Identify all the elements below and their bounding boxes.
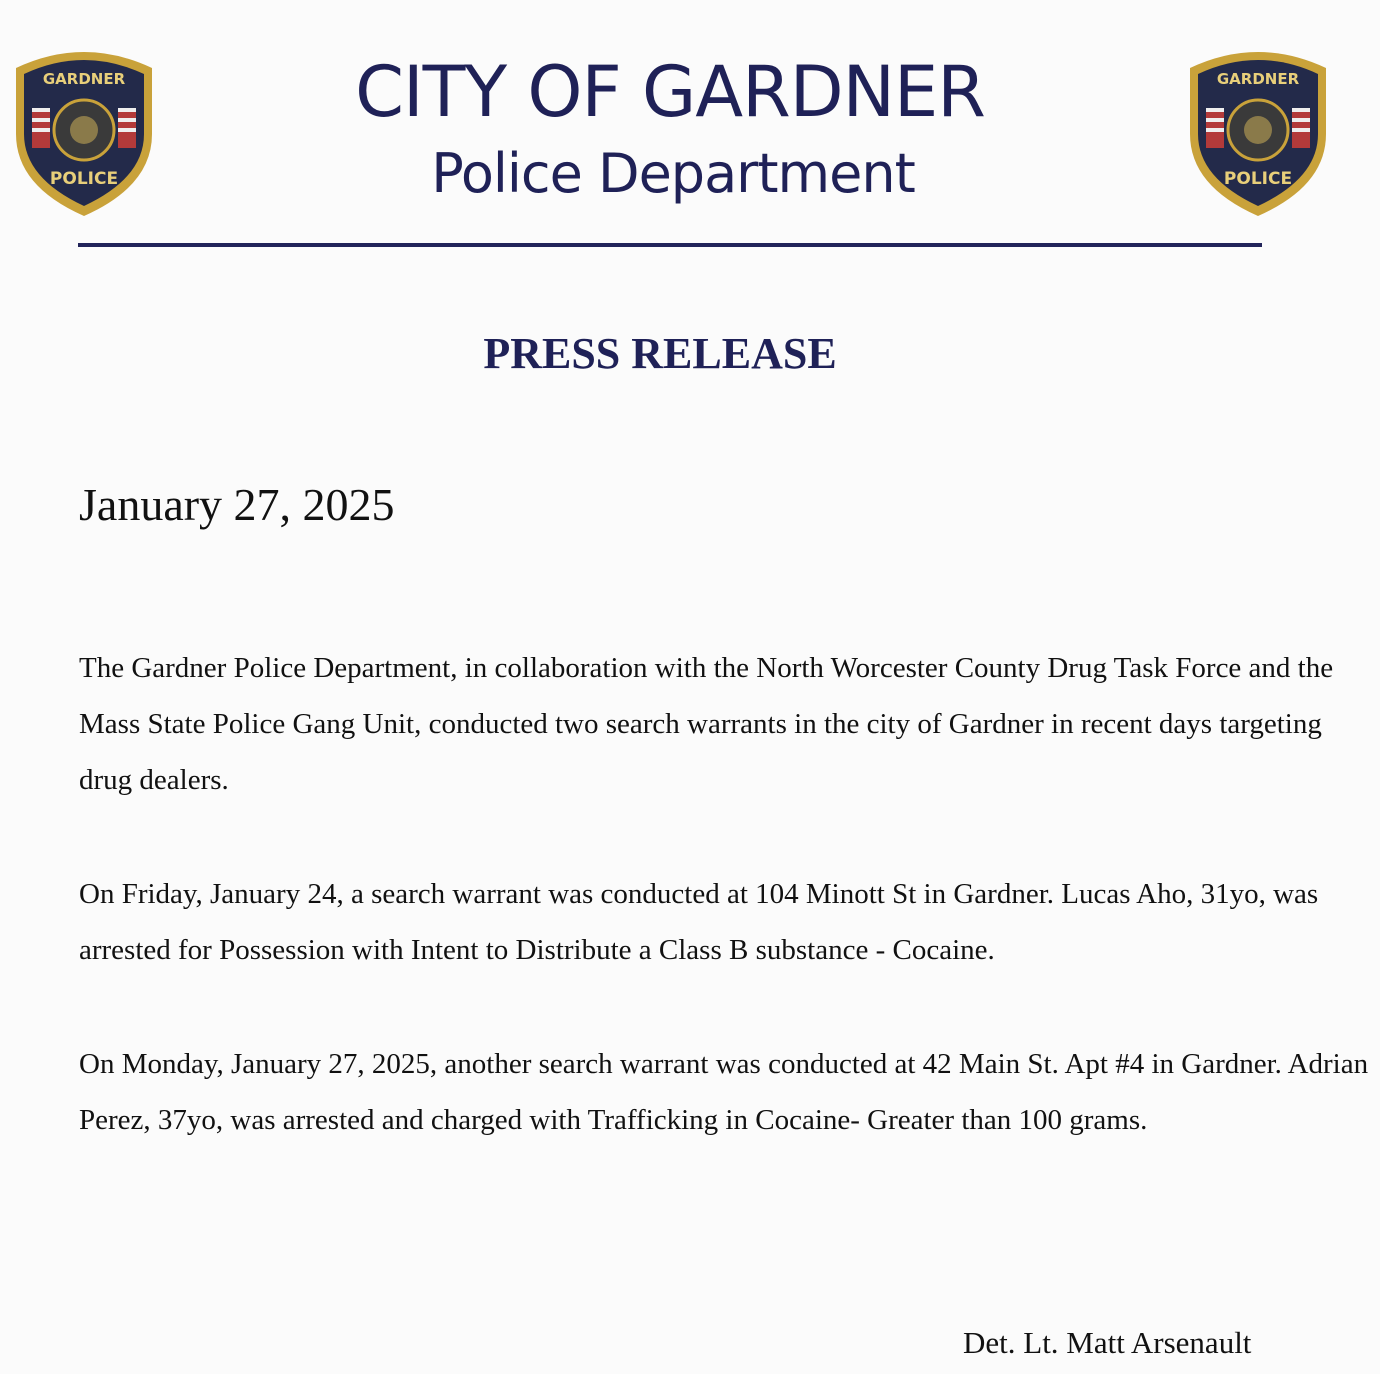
svg-text:GARDNER: GARDNER bbox=[42, 70, 126, 88]
header-divider bbox=[78, 243, 1262, 247]
press-release-heading: PRESS RELEASE bbox=[483, 329, 837, 378]
signature: Det. Lt. Matt Arsenault bbox=[963, 1325, 1252, 1360]
paragraph-second-warrant: On Monday, January 27, 2025, another search warrant was conducted at 42 Main St. Apt #4 in Gardner. Adrian Perez, 37yo, was arrested and charged with Trafficking in Cocaine- Greater than 100 grams. bbox=[79, 1048, 1369, 1136]
svg-text:POLICE: POLICE bbox=[1223, 169, 1293, 189]
svg-text:POLICE: POLICE bbox=[49, 169, 119, 189]
paragraph-first-warrant: On Friday, January 24, a search warrant was conducted at 104 Minott St in Gardner. Lucas Aho, 31yo, was arrested for Possession with Intent to Distribute a Class B substance - Cocaine. bbox=[79, 878, 1319, 966]
header-title: CITY OF GARDNER bbox=[355, 51, 985, 133]
svg-text:GARDNER: GARDNER bbox=[1216, 70, 1300, 88]
paragraph-intro: The Gardner Police Department, in collaboration with the North Worcester County Drug Task Force and the Mass State Police Gang Unit, conducted two search warrants in the city of Gardner in recent days targeting drug dealers. bbox=[79, 652, 1334, 796]
header-subtitle: Police Department bbox=[431, 142, 915, 205]
release-date: January 27, 2025 bbox=[79, 479, 395, 530]
